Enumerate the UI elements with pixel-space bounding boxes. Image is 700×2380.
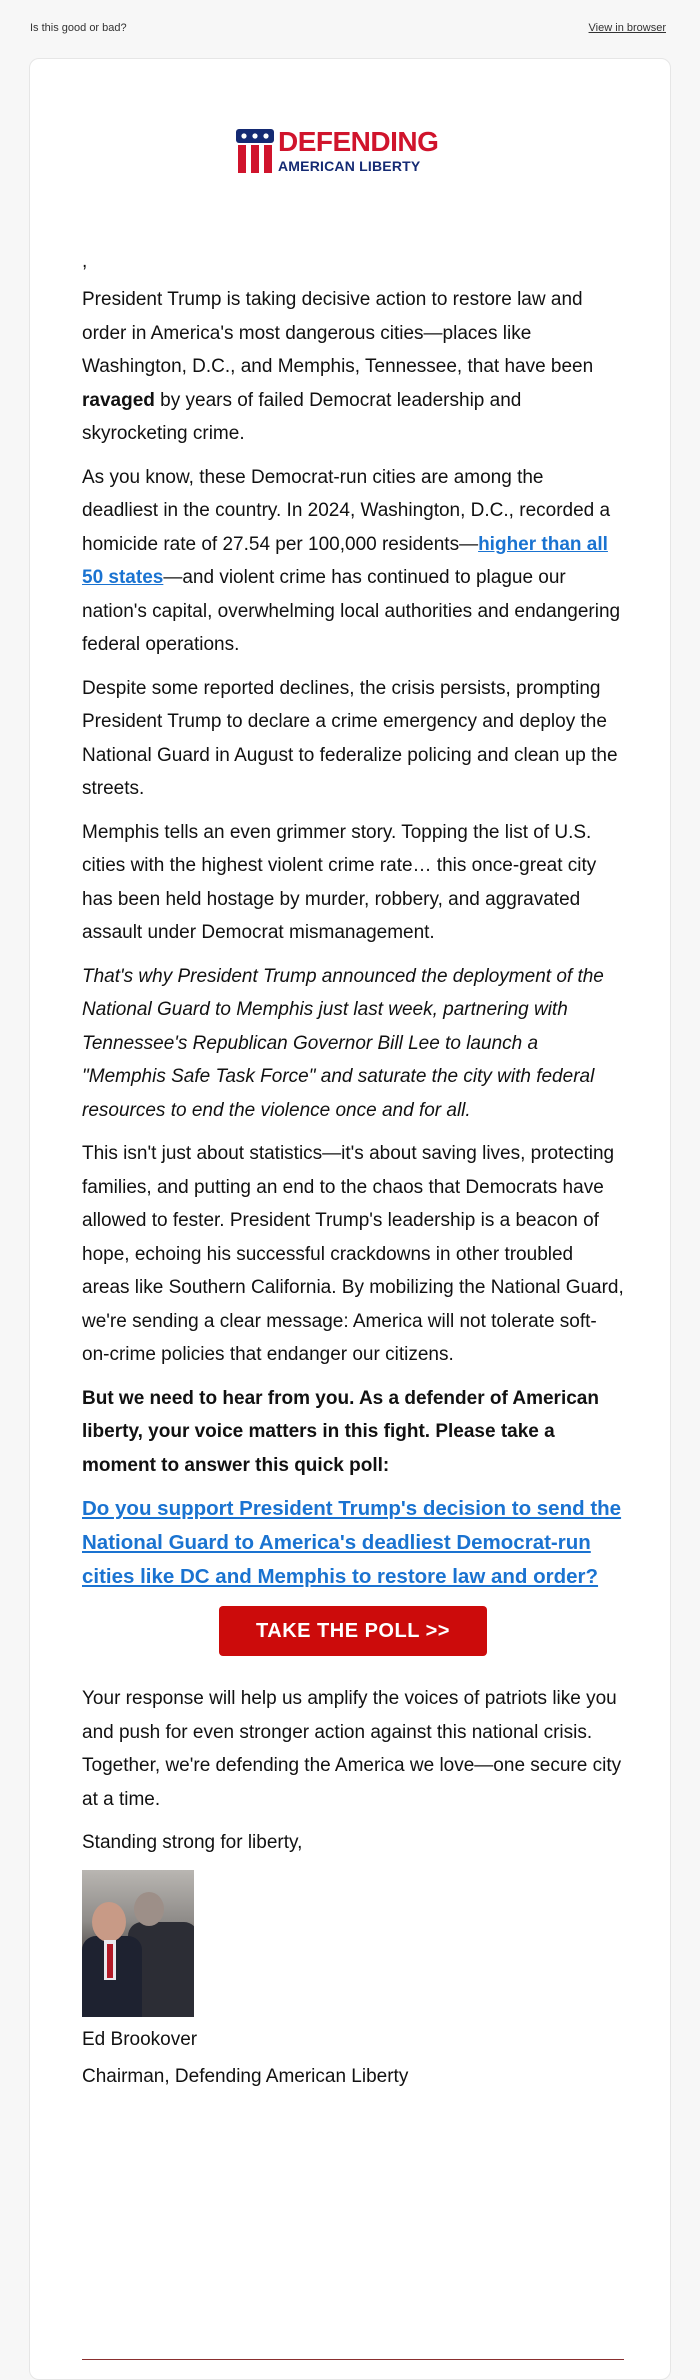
poll-button-wrapper [82, 1606, 624, 1656]
paragraph-response: Your response will help us amplify the voices of patriots like you and push for even stronger action against this national crisis. Together, we're defending the America we love—one secure city at a time. [82, 1688, 622, 1810]
paragraph-dc-text: As you know, these Democrat-run cities are among the deadliest in the country. In 2024, Washington, D.C., recorded a homicide rate of 27.54 per 100,000 residents— [82, 466, 611, 555]
salutation: , [82, 251, 88, 272]
footer-divider [82, 2359, 624, 2360]
poll-question-link[interactable]: Do you support President Trump's decision to send the National Guard to America's deadliest Democrat-run cities like DC and Memphis to restore law and order? [82, 1497, 622, 1588]
paragraph-dc-text-end: —and violent crime has continued to plague our nation's capital, overwhelming local authorities and endangering federal operations. [82, 567, 621, 655]
email-body [82, 244, 624, 2104]
signer-name: Ed Brookover [82, 2028, 198, 2050]
emphasis-ravaged: ravaged [82, 389, 155, 411]
preheader-text: Is this good or bad? [30, 22, 127, 34]
defending-american-liberty-logo [236, 127, 466, 179]
email-card [29, 58, 671, 2380]
signer-photo [82, 1870, 194, 2017]
take-the-poll-button[interactable]: TAKE THE POLL >> [219, 1606, 487, 1656]
paragraph-dc-homicide [82, 461, 624, 662]
paragraph-intro-text: President Trump is taking decisive action to restore law and order in America's most dangerous cities—places like Washington, D.C., and Memphis, Tennessee, that have been [82, 289, 594, 377]
paragraph-memphis: Memphis tells an even grimmer story. Topping the list of U.S. cities with the highest violent crime rate… this once-great city has been held hostage by murder, robbery, and aggravated assault under Democrat mismanagement. [82, 821, 597, 943]
paragraph-intro-text-end: by years of failed Democrat leadership and skyrocketing crime. [82, 389, 522, 444]
paragraph-call-to-action: But we need to hear from you. As a defender of American liberty, your voice matters in this fight. Please take a moment to answer this quick poll: [82, 1387, 599, 1476]
higher-than-all-states-link[interactable]: higher than all 50 states [82, 533, 608, 588]
closing-line: Standing strong for liberty, [82, 1832, 303, 1853]
paragraph-statistics: This isn't just about statistics—it's about saving lives, protecting families, and putting an end to the chaos that Democrats have allowed to fester. President Trump's leadership is a beacon of hope, echoing his successful crackdowns in other troubled areas like Southern California. By mobilizing the National Guard, we're sending a clear message: America will not tolerate soft-on-crime policies that endanger our citizens. [82, 1143, 624, 1365]
view-in-browser-link[interactable]: View in browser [588, 22, 666, 34]
flag-columns-icon [236, 129, 274, 173]
paragraph-intro [82, 283, 624, 451]
paragraph-deployment: That's why President Trump announced the deployment of the National Guard to Memphis just last week, partnering with Tennessee's Republican Governor Bill Lee to launch a "Memphis Safe Task Force" and saturate the city with federal resources to end the violence once and for all. [82, 965, 604, 1121]
signer-title: Chairman, Defending American Liberty [82, 2066, 409, 2087]
logo-wordmark-line1: DEFENDING [278, 126, 439, 157]
logo-wordmark-line2: AMERICAN LIBERTY [278, 158, 421, 174]
paragraph-crisis-persists: Despite some reported declines, the crisis persists, prompting President Trump to declare a crime emergency and deploy the National Guard in August to federalize policing and clean up the streets. [82, 677, 618, 799]
email-topbar [0, 0, 700, 58]
